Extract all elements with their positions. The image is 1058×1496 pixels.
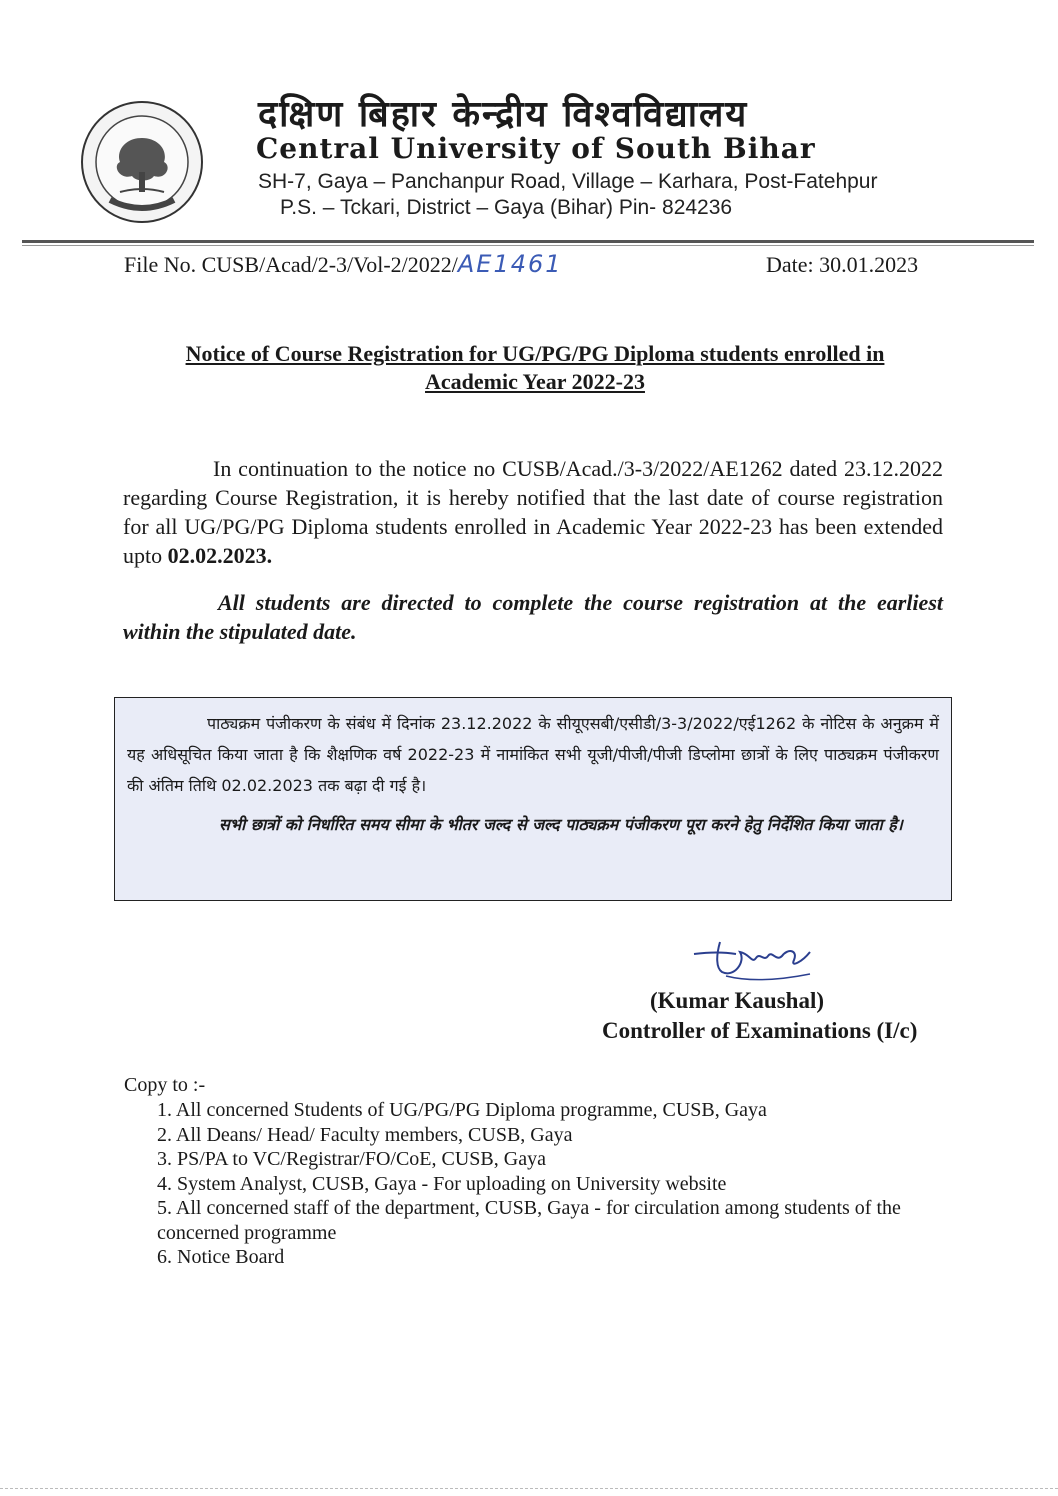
address-line-2: P.S. – Tckari, District – Gaya (Bihar) Pin- 824236 (280, 196, 733, 219)
copy-to-item: 4. System Analyst, CUSB, Gaya - For uploading on University website (157, 1172, 727, 1195)
file-number-handwritten: AE1461 (457, 250, 563, 278)
hindi-notice-paragraph: पाठ्यक्रम पंजीकरण के संबंध में दिनांक 23.12.2022 के सीयूएसबी/एसीडी/3-3/2022/एई1262 के नोटिस के अनुक्रम में यह अधिसूचित किया जाता है कि शैक्षणिक वर्ष 2022-23 में नामांकित सभी यूजी/पीजी/पीजी डिप्लोमा छात्रों के लिए पाठ्यक्रम पंजीकरण की अंतिम तिथि 02.02.2023 तक बढ़ा दी गई है। (127, 714, 939, 795)
notice-title-line-2: Academic Year 2022-23 (425, 369, 645, 394)
university-name-hindi: दक्षिण बिहार केन्द्रीय विश्वविद्यालय (258, 94, 749, 135)
copy-to-list (157, 1098, 947, 1270)
hindi-notice-box (114, 697, 952, 901)
hindi-directive-paragraph: सभी छात्रों को निर्धारित समय सीमा के भीतर जल्द से जल्द पाठ्यक्रम पंजीकरण पूरा करने हेतु निर्देशित किया जाता है। (219, 815, 903, 834)
header-divider (22, 240, 1034, 243)
header-divider-thin (22, 245, 1034, 246)
file-number (124, 250, 563, 278)
copy-to-item: 1. All concerned Students of UG/PG/PG Diploma programme, CUSB, Gaya (157, 1099, 767, 1121)
directive-paragraph: All students are directed to complete the course registration at the earliest within the stipulated date. (123, 590, 943, 644)
signatory-name: (Kumar Kaushal) (650, 988, 825, 1013)
university-name-english: Central University of South Bihar (256, 132, 816, 165)
notice-title-line-1: Notice of Course Registration for UG/PG/PG Diploma students enrolled in (185, 341, 885, 366)
notice-body-text: In continuation to the notice no CUSB/Acad./3-3/2022/AE1262 dated 23.12.2022 regarding Course Registration, it is hereby notified that the last date of course registration for all UG/PG/PG Diploma students enrolled in Academic Year 2022-23 has been extended upto (123, 456, 943, 568)
copy-to-item: 6. Notice Board (157, 1246, 285, 1268)
file-number-label: File No. CUSB/Acad/2-3/Vol-2/2022/ (124, 252, 458, 277)
signatory-title: Controller of Examinations (I/c) (602, 1018, 918, 1043)
copy-to-item: 5. All concerned staff of the department, CUSB, Gaya - for circulation among students of the concerned programme (157, 1197, 901, 1244)
copy-to-item: 3. PS/PA to VC/Registrar/FO/CoE, CUSB, Gaya (157, 1148, 546, 1170)
address-line-1: SH-7, Gaya – Panchanpur Road, Village – Karhara, Post-Fatehpur (258, 170, 878, 193)
notice-date: Date: 30.01.2023 (766, 252, 919, 277)
copy-to-item: 2. All Deans/ Head/ Faculty members, CUSB, Gaya (157, 1123, 573, 1146)
university-seal-logo (80, 100, 204, 224)
extended-date: 02.02.2023. (167, 543, 273, 568)
scan-edge-line (0, 1488, 1058, 1490)
notice-title (120, 340, 950, 396)
copy-to-heading: Copy to :- (124, 1074, 206, 1096)
notice-body-paragraph (123, 454, 943, 570)
